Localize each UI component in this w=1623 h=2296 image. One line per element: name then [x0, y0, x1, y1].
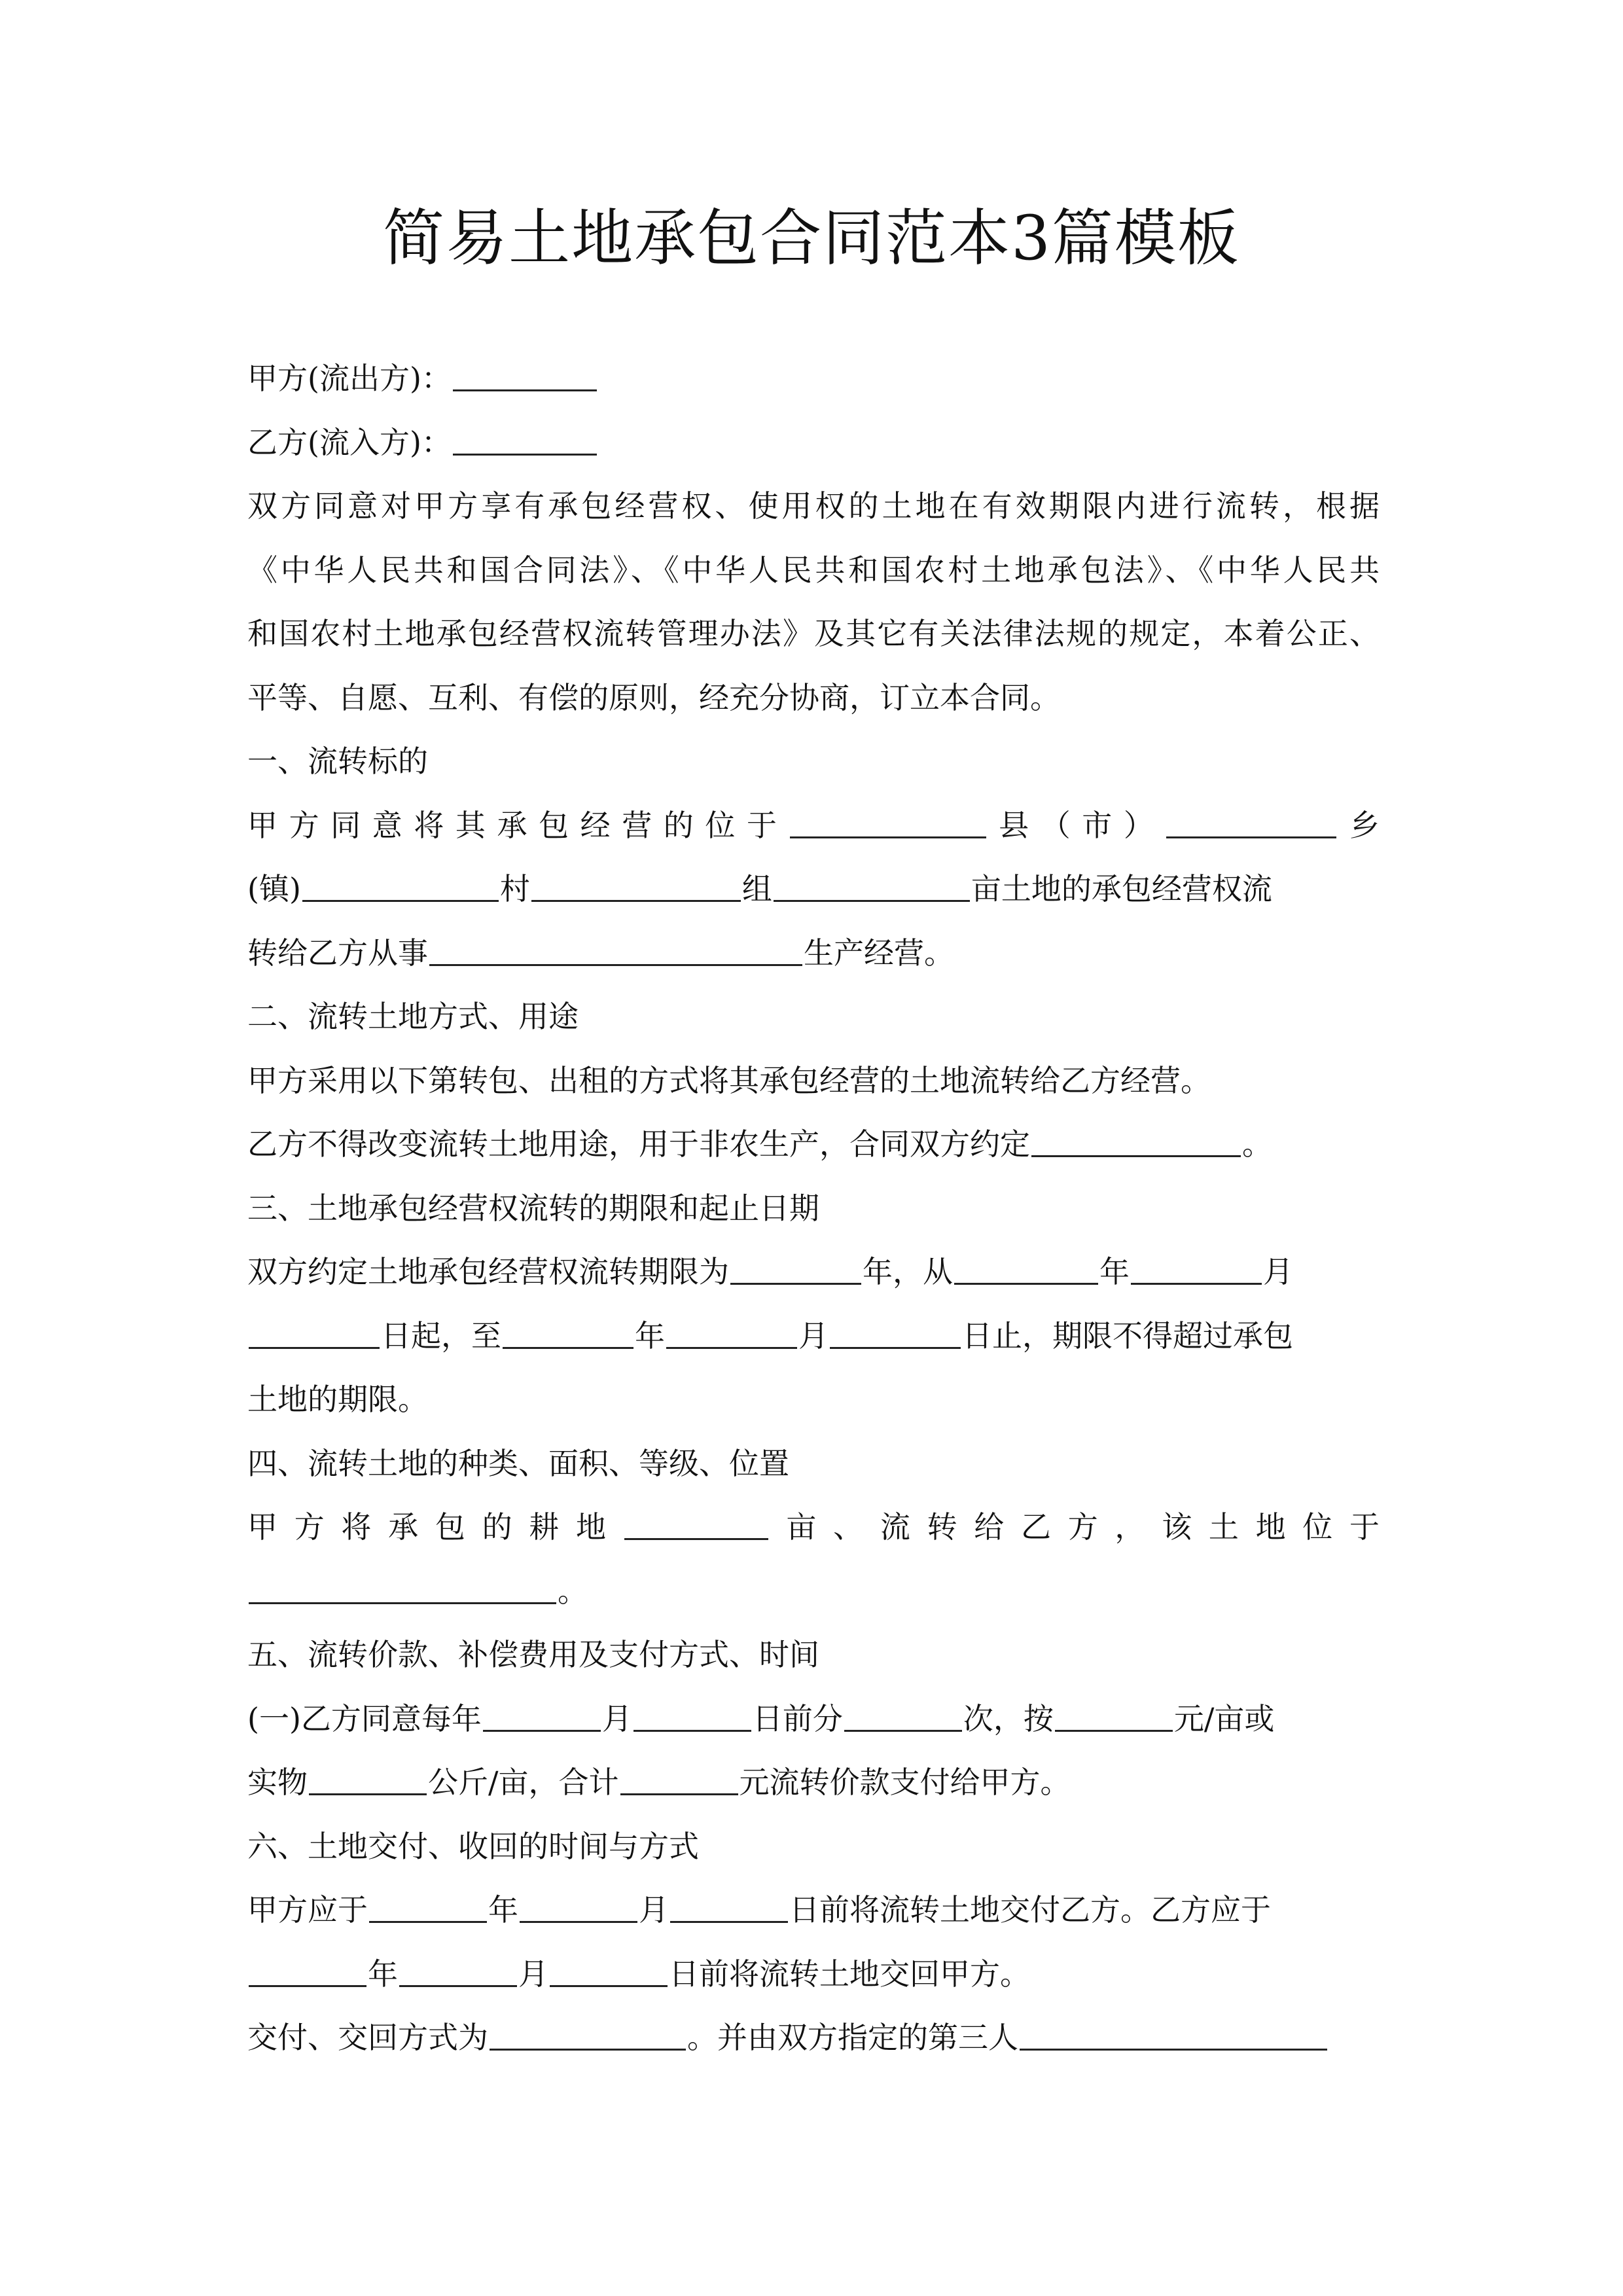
section-3-line-3: 土地的期限。: [247, 1382, 428, 1417]
intro-line-3: 和国农村土地承包经营权流转管理办法》及其它有关法律法规的规定，本着公正、: [247, 616, 1380, 651]
section-4-line-2: 。: [247, 1560, 1380, 1624]
document-body: [247, 347, 1380, 2070]
section-6-line-3: 交付、交回方式为 。并由双方指定的第三人: [247, 2006, 1380, 2070]
party-b-line: 乙方(流入方)：: [247, 411, 1380, 475]
section-2-line-1: 甲方采用以下第转包、出租的方式将其承包经营的土地流转给乙方经营。: [247, 1062, 1211, 1098]
section-3-line-1: 双方约定土地承包经营权流转期限为 年，从 年 月: [247, 1254, 1293, 1289]
section-4-line-1: 甲方将承包的耕地 亩、流转给乙方，该土地位于: [247, 1509, 1380, 1545]
section-1-line-1: 甲方同意将其承包经营的位于 县（市） 乡: [247, 807, 1380, 843]
party-a-line: 甲方(流出方)：: [247, 347, 1380, 411]
document-title: 简易土地承包合同范本3篇模板: [383, 203, 1240, 274]
section-2-heading: 二、流转土地方式、用途: [247, 999, 579, 1034]
section-3-heading: 三、土地承包经营权流转的期限和起止日期: [247, 1190, 819, 1226]
section-5-heading: 五、流转价款、补偿费用及支付方式、时间: [247, 1637, 819, 1672]
party-b-blank: [453, 427, 597, 456]
party-a-blank: [453, 363, 597, 391]
section-1-line-2: (镇) 村 组 亩土地的承包经营权流: [247, 871, 1272, 906]
section-5-line-1: (一)乙方同意每年 月 日前分 次，按 元/亩或: [247, 1700, 1275, 1736]
section-5-line-2: 实物 公斤/亩，合计 元流转价款支付给甲方。: [247, 1765, 1071, 1800]
section-1-heading: 一、流转标的: [247, 744, 428, 779]
section-3-line-2: 日起，至 年 月 日止，期限不得超过承包: [247, 1304, 1380, 1369]
section-6-line-2: 年 月 日前将流转土地交回甲方。: [247, 1943, 1380, 2007]
section-6-heading: 六、土地交付、收回的时间与方式: [247, 1828, 699, 1864]
intro-line-2: 《中华人民共和国合同法》、《中华人民共和国农村土地承包法》、《中华人民共: [247, 552, 1380, 588]
section-1-line-3: 转给乙方从事 生产经营。: [247, 935, 954, 971]
intro-line-4: 平等、自愿、互利、有偿的原则，经充分协商，订立本合同。: [247, 679, 1060, 715]
intro-line-1: 双方同意对甲方享有承包经营权、使用权的土地在有效期限内进行流转，根据: [247, 488, 1380, 524]
section-4-heading: 四、流转土地的种类、面积、等级、位置: [247, 1445, 789, 1481]
section-2-line-2: 乙方不得改变流转土地用途，用于非农生产，合同双方约定 。: [247, 1126, 1272, 1162]
section-6-line-1: 甲方应于 年 月 日前将流转土地交付乙方。乙方应于: [247, 1892, 1271, 1928]
